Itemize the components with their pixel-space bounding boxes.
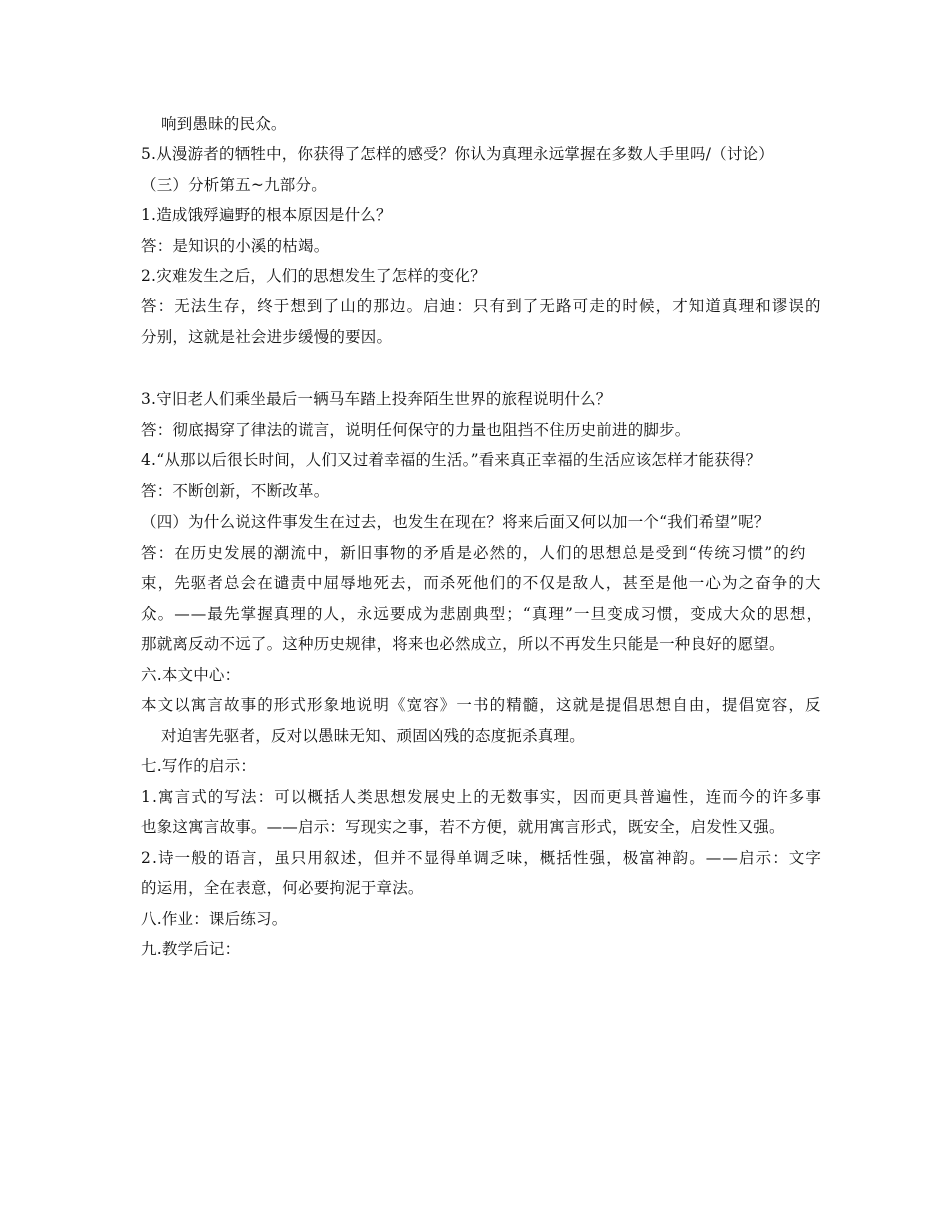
section-heading: 八.作业：课后练习。	[141, 910, 288, 928]
body-line: 本文以寓言故事的形式形象地说明《宽容》一书的精髓，这就是提倡思想自由，提倡宽容，反	[141, 696, 822, 714]
answer-line: 答：不断创新，不断改革。	[141, 482, 330, 500]
question-line: 4.“从那以后很长时间，人们又过着幸福的生活。”看来真正幸福的生活应该怎样才能获得？	[141, 451, 762, 469]
section-heading: （四）为什么说这件事发生在过去，也发生在现在？将来后面又何以加一个“我们希望”呢？	[141, 513, 770, 531]
section-heading: （三）分析第五~九部分。	[141, 176, 327, 194]
answer-line: 众。——最先掌握真理的人，永远要成为悲剧典型；“真理”一旦变成习惯，变成大众的思想，	[141, 605, 824, 623]
question-line: 5.从漫游者的牺牲中，你获得了怎样的感受？你认为真理永远掌握在多数人手里吗/（讨论）	[141, 145, 774, 163]
body-line: 也象这寓言故事。——启示：写现实之事，若不方便，就用寓言形式，既安全，启发性又强。	[141, 818, 785, 836]
answer-line: 答：无法生存，终于想到了山的那边。启迪：只有到了无路可走的时候，才知道真理和谬误的	[141, 297, 822, 315]
section-heading: 六.本文中心：	[141, 666, 241, 684]
answer-line: 分别，这就是社会进步缓慢的要因。	[141, 328, 393, 346]
body-line: 对迫害先驱者，反对以愚昧无知、顽固凶残的态度扼杀真理。	[161, 727, 585, 745]
body-line: 的运用，全在表意，何必要拘泥于章法。	[141, 879, 424, 897]
section-heading: 七.写作的启示：	[141, 757, 257, 775]
section-heading: 九.教学后记：	[141, 940, 241, 958]
body-line: 2.诗一般的语言，虽只用叙述，但并不显得单调乏味，概括性强，极富神韵。——启示：文字	[141, 849, 822, 867]
answer-line: 答：是知识的小溪的枯竭。	[141, 237, 330, 255]
answer-line: 答：彻底揭穿了律法的谎言，说明任何保守的力量也阻挡不住历史前进的脚步。	[141, 421, 691, 439]
question-line: 2.灾难发生之后，人们的思想发生了怎样的变化？	[141, 267, 486, 285]
text-line: 响到愚昧的民众。	[161, 115, 287, 133]
body-line: 1.寓言式的写法：可以概括人类思想发展史上的无数事实，因而更具普遍性，连而今的许多事	[141, 788, 822, 806]
question-line: 1.造成饿殍遍野的根本原因是什么？	[141, 206, 392, 224]
answer-line: 束，先驱者总会在谴责中屈辱地死去，而杀死他们的不仅是敌人，甚至是他一心为之奋争的大	[141, 574, 822, 592]
answer-line: 答：在历史发展的潮流中，新旧事物的矛盾是必然的，人们的思想总是受到“传统习惯”的约	[141, 544, 807, 562]
question-line: 3.守旧老人们乘坐最后一辆马车踏上投奔陌生世界的旅程说明什么？	[141, 390, 612, 408]
answer-line: 那就离反动不远了。这种历史规律，将来也必然成立，所以不再发生只能是一种良好的愿望。	[141, 635, 785, 653]
